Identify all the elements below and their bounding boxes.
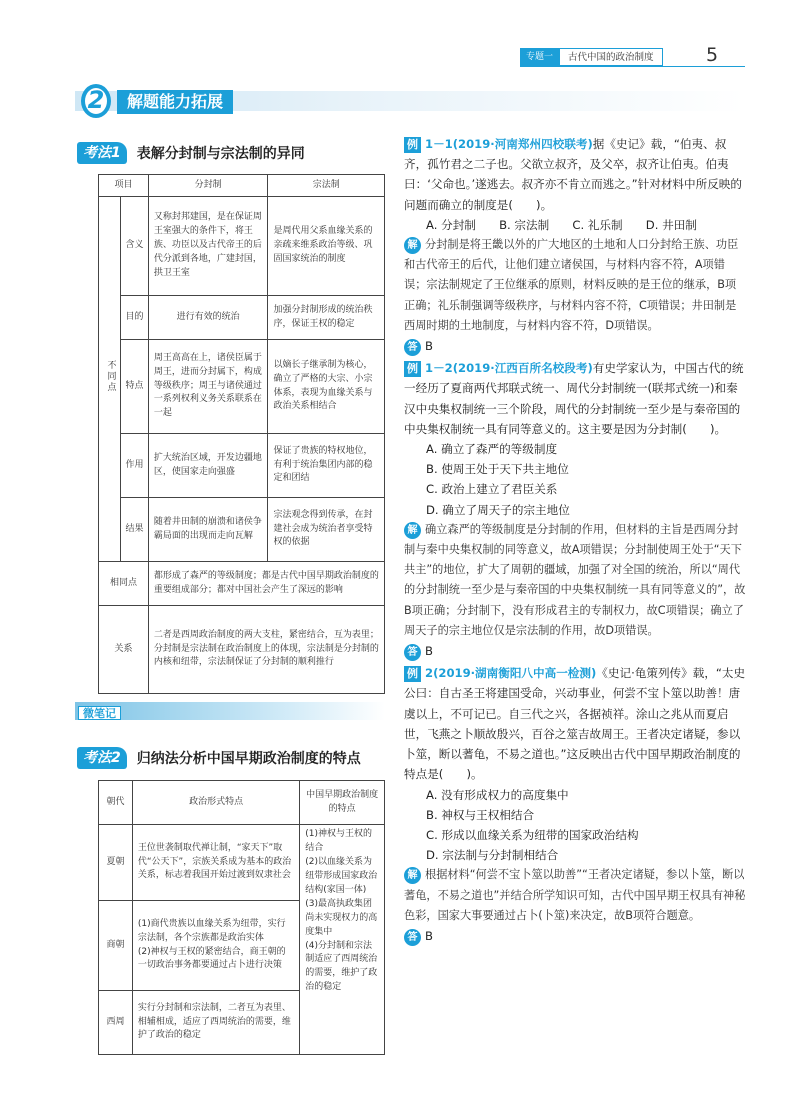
examples-column	[404, 134, 746, 946]
row-key: 含义	[120, 197, 148, 296]
page-number: 5	[706, 44, 719, 66]
q3-answer-value: B	[425, 928, 433, 943]
analysis-icon: 解	[404, 867, 421, 884]
q3-source: (2019·湖南衡阳八中高一检测)	[433, 666, 597, 681]
th-dynasty: 朝代	[99, 781, 133, 825]
method2-title: 归纳法分析中国早期政治制度的特点	[136, 751, 361, 767]
butong-label: 不同点	[105, 359, 116, 393]
th-form: 政治形式特点	[132, 781, 299, 825]
header-rule	[520, 66, 745, 67]
q1-analysis	[404, 235, 746, 336]
row-key: 关系	[99, 606, 149, 694]
q2-num: 1－2	[425, 361, 453, 376]
method1-badge: 考法1	[77, 142, 127, 164]
q1-num: 1－1	[425, 137, 453, 151]
cell: 保证了贵族的特权地位，有利于统治集团内部的稳定和团结	[268, 434, 385, 498]
q3-num: 2	[425, 666, 434, 681]
row-key: 夏朝	[99, 825, 133, 901]
row-key: 作用	[120, 434, 148, 498]
q3-option-b: B. 神权与王权相结合	[426, 807, 535, 822]
q1-answer-value: B	[425, 339, 433, 354]
q2-text: 有史学家认为，中国古代的统一经历了夏商两代邦联式统一、周代分封制统一(联邦式统一)和秦汉中央集权制统一三个阶段，周代的分封制统一至少是与秦帝国的中央集权制统一具有同等意义的。这主要是因为分封制( )。	[404, 361, 744, 436]
page-header	[520, 44, 719, 66]
cell: 周王高高在上，诸侯臣属于周王，进而分封属下，构成等级秩序；周王与诸侯通过一系列权利义务关系联系在一起	[148, 340, 268, 434]
q2-option-c: C. 政治上建立了君臣关系	[426, 482, 558, 497]
th-fenfeng: 分封制	[148, 175, 268, 197]
q3-analysis-text: 根据材料“何尝不宝卜筮以助善”“王者决定诸疑，参以卜筮，断以蓍龟，不易之道也”并结合所学知识可知，古代中国早期王权具有神秘色彩，国家大事要通过占卜(卜筮)来决定，故B项符合题意。	[404, 868, 746, 922]
q3-option-d: D. 宗法制与分封制相结合	[426, 848, 559, 863]
q1-stem	[404, 134, 746, 215]
q3-analysis	[404, 865, 746, 926]
q1-answer	[404, 336, 746, 356]
example-label: 例	[404, 361, 421, 377]
q2-option-d: D. 确立了周天子的宗主地位	[426, 502, 570, 517]
topic-title: 古代中国的政治制度	[559, 48, 663, 66]
q3-option-c: C. 形成以血缘关系为纽带的国家政治结构	[426, 827, 639, 842]
topic-tag: 专题一	[520, 48, 559, 66]
row-key: 相同点	[99, 562, 149, 606]
example-label: 例	[404, 137, 421, 153]
answer-icon: 答	[404, 929, 421, 946]
row-key: 商朝	[99, 901, 133, 991]
cell: 是周代用父系血缘关系的亲疏来维系政治等级、巩固国家统治的制度	[268, 197, 385, 296]
q2-answer-value: B	[425, 644, 433, 659]
row-key: 西周	[99, 991, 133, 1055]
th-feature: 中国早期政治制度的特点	[300, 781, 385, 825]
analysis-icon: 解	[404, 522, 421, 539]
q2-analysis	[404, 520, 746, 641]
cell: (1)商代贵族以血缘关系为纽带，实行宗法制，各个宗族都是政治实体 (2)神权与王权的紧密结合，商王朝的一切政治事务都要通过占卜进行决策	[132, 901, 299, 991]
answer-icon: 答	[404, 339, 421, 356]
cell: 都形成了森严的等级制度；都是古代中国早期政治制度的重要组成部分；都对中国社会产生了深远的影响	[148, 562, 384, 606]
table-early-politics	[98, 780, 385, 1055]
method2-badge: 考法2	[77, 747, 127, 769]
micro-notes-label: 微笔记	[78, 706, 121, 720]
cell: 以嫡长子继承制为核心，确立了严格的大宗、小宗体系，表现为血缘关系与政治关系相结合	[268, 340, 385, 434]
q2-analysis-text: 确立森严的等级制度是分封制的作用，但材料的主旨是西周分封制与秦中央集权制的同等意义，故A项错误；分封制使周王处于“天下共主”的地位，扩大了周朝的疆域，加强了对全国的统治，所以“周代的分封制统一至少是与秦帝国的中央集权制统一具有同等意义的”，故B项正确；分封制下，没有形成君主的专制权力，故C项错误；确立了周天子的宗主地位仅是宗法制的作用，故D项错误。	[404, 522, 746, 637]
q1-analysis-text: 分封制是将王畿以外的广大地区的土地和人口分封给王族、功臣和古代帝王的后代，让他们建立诸侯国，与材料内容不符，A项错误；宗法制规定了王位继承的原则，材料反映的是王位的继承，B项正确；礼乐制强调等级秩序，与材料内容不符，C项错误；井田制是西周时期的土地制度，与材料内容不符，D项错误。	[404, 238, 739, 332]
table-fengjian-zongfa	[98, 174, 385, 694]
q3-answer	[404, 926, 746, 946]
section-title: 解题能力拓展	[117, 90, 233, 114]
cell: 实行分封制和宗法制，二者互为表里、相辅相成，适应了西周统治的需要，维护了政治的稳定	[132, 991, 299, 1055]
cell: 进行有效的统治	[148, 296, 268, 340]
cell: 宗法观念得到传承，在封建社会成为统治者享受特权的依据	[268, 498, 385, 562]
q1-source: (2019·河南郑州四校联考)	[452, 137, 593, 151]
micro-notes-bar	[75, 702, 385, 720]
section-banner	[75, 82, 745, 120]
cell: 二者是西周政治制度的两大支柱，紧密结合，互为表里；分封制是宗法制在政治制度上的体现，宗法制是分封制的内核和纽带，宗法制保证了分封制的顺利推行	[148, 606, 384, 694]
row-key: 特点	[120, 340, 148, 434]
row-key: 结果	[120, 498, 148, 562]
row-key: 目的	[120, 296, 148, 340]
q2-option-a: A. 确立了森严的等级制度	[426, 442, 558, 457]
feature-cell: (1)神权与王权的结合 (2)以血缘关系为纽带形成国家政治结构(家国一体) (3)最高执政集团尚未实现权力的高度集中 (4)分封制和宗法制适应了西周统治的需要，维护了政治的稳定	[300, 825, 385, 1055]
q3-stem	[404, 663, 746, 784]
cell: 随着井田制的崩溃和诸侯争霸局面的出现而走向瓦解	[148, 498, 268, 562]
q3-option-a: A. 没有形成权力的高度集中	[426, 787, 569, 802]
q2-option-b: B. 使周王处于天下共主地位	[426, 462, 569, 477]
method1-title: 表解分封制与宗法制的异同	[136, 146, 305, 162]
cell: 加强分封制形成的统治秩序，保证王权的稳定	[268, 296, 385, 340]
th-butong	[99, 197, 121, 562]
q1-options: A. 分封制 B. 宗法制 C. 礼乐制 D. 井田制	[426, 217, 697, 232]
th-zongfa: 宗法制	[268, 175, 385, 197]
answer-icon: 答	[404, 644, 421, 661]
q2-stem	[404, 358, 746, 439]
q3-text: 《史记·龟策列传》载，“太史公曰：自古圣王将建国受命，兴动事业，何尝不宝卜筮以助善！唐虞以上，不可记已。自三代之兴，各据祯祥。涂山之兆从而夏启世，飞燕之卜顺故殷兴，百谷之筮吉故周王。王者决定诸疑，参以卜筮，断以蓍龟，不易之道也。”这反映出古代中国早期政治制度的特点是( )。	[404, 666, 746, 782]
q2-answer	[404, 641, 746, 661]
q2-source: (2019·江西百所名校段考)	[452, 361, 593, 376]
section-number: 2	[81, 84, 111, 118]
method2-heading	[77, 747, 361, 769]
analysis-icon: 解	[404, 237, 421, 254]
cell: 扩大统治区域，开发边疆地区，使国家走向强盛	[148, 434, 268, 498]
q1-text: 据《史记》载，“伯夷、叔齐，孤竹君之二子也。父欲立叔齐，及父卒，叔齐让伯夷。伯夷曰：‘父命也。’遂逃去。叔齐亦不肯立而逃之。”针对材料中所反映的问题而确立的制度是( )。	[404, 137, 742, 212]
example-label: 例	[404, 666, 421, 682]
method1-heading	[77, 142, 305, 164]
cell: 王位世袭制取代禅让制，“家天下”取代“公天下”，宗族关系成为基本的政治关系，标志着我国开始过渡到奴隶社会	[132, 825, 299, 901]
cell: 又称封邦建国，是在保证周王室强大的条件下，将王族、功臣以及古代帝王的后代分派到各地，广建封国，拱卫王室	[148, 197, 268, 296]
th-item: 项目	[99, 175, 149, 197]
